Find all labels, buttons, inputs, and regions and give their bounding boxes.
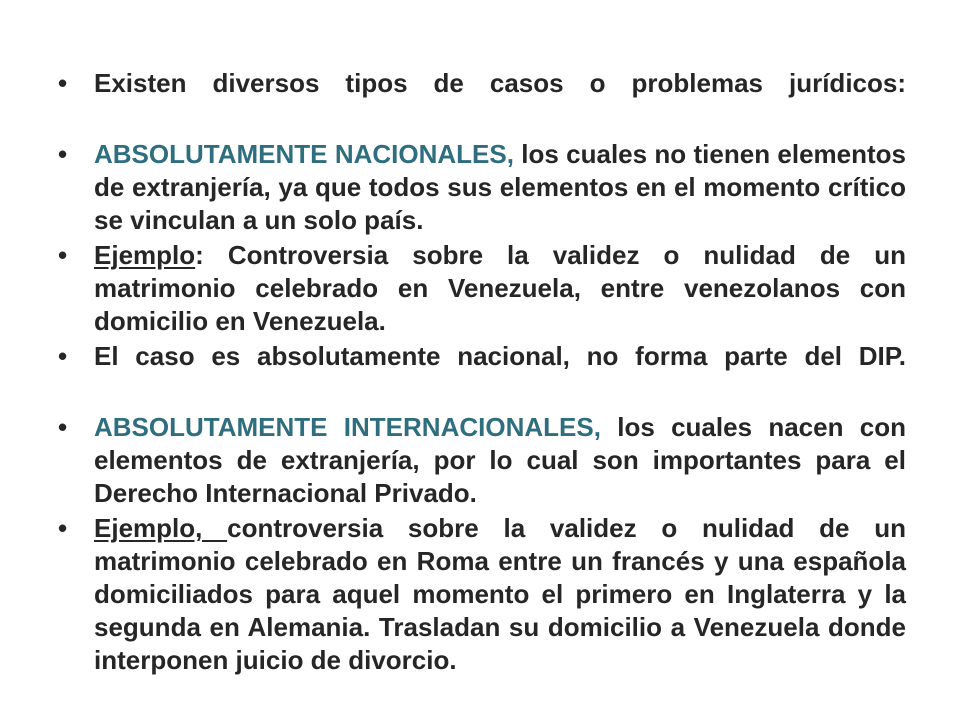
- term-absolutamente-nacionales: ABSOLUTAMENTE NACIONALES,: [94, 139, 514, 169]
- bullet-text: [94, 512, 906, 677]
- bullet-marker: •: [58, 341, 68, 371]
- bullet-item-nacionales: [58, 138, 906, 237]
- example-text: : Controversia sobre la validez o nulidad de un matrimonio celebrado en Venezuela, entre venezolanos con domicilio en Venezuela.: [94, 240, 906, 336]
- bullet-marker: •: [58, 68, 68, 98]
- bullet-text: El caso es absolutamente nacional, no forma parte del DIP.: [94, 341, 906, 371]
- bullet-marker: •: [58, 412, 68, 442]
- bullet-item-types: [58, 67, 906, 100]
- example-text: controversia sobre la validez o nulidad de un matrimonio celebrado en Roma entre un francés y una española domiciliados para aquel momento el primero en Inglaterra y la segunda en Alemania. Trasladan su domicilio a Venezuela donde interponen juicio de divorcio.: [94, 513, 907, 675]
- bullet-marker: •: [58, 513, 68, 543]
- bullet-item-internacionales: [58, 411, 906, 510]
- bullet-marker: •: [58, 240, 68, 270]
- bullet-text: [94, 239, 906, 338]
- bullet-item-ejemplo-nacional: [58, 239, 906, 338]
- bullet-text: [94, 138, 906, 237]
- term-absolutamente-internacionales: ABSOLUTAMENTE INTERNACIONALES,: [94, 412, 601, 442]
- bullet-marker: •: [58, 139, 68, 169]
- bullet-item-ejemplo-internacional: [58, 512, 906, 677]
- definition-text: los cuales no tienen elementos de extranjería, ya que todos sus elementos en el momento crítico se vinculan a un solo país.: [94, 139, 906, 235]
- definition-text: los cuales nacen con elementos de extranjería, por lo cual son importantes para el Derecho Internacional Privado.: [94, 412, 906, 508]
- ejemplo-label: Ejemplo: [94, 240, 196, 270]
- bullet-text: Existen diversos tipos de casos o problemas jurídicos:: [94, 68, 906, 98]
- ejemplo-label: Ejemplo,: [94, 513, 228, 543]
- bullet-item-caso-nacional: [58, 340, 906, 373]
- bullet-text: [94, 411, 906, 510]
